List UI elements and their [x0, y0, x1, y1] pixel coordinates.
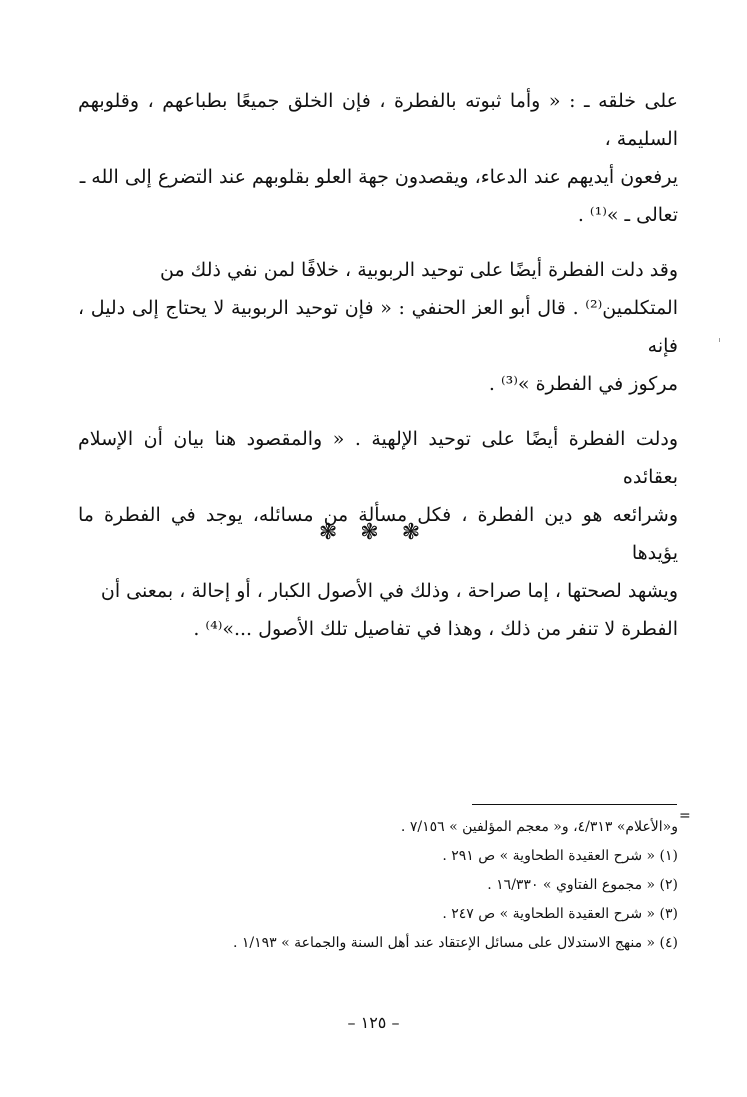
footnote-continuation-mark: = — [679, 808, 691, 824]
text-line: ويشهد لصحتها ، إما صراحة ، وذلك في الأصول الكبار ، أو إحالة ، بمعنى أن — [100, 580, 678, 602]
footnote: و«الأعلام» ٤/٣١٣، و« معجم المؤلفين » ٧/١٥٦ . — [400, 819, 678, 835]
footnotes — [140, 813, 678, 958]
text-line: المتكلمين⁽²⁾ . قال أبو العز الحنفي : « فإن توحيد الربوبية لا يحتاج إلى دليل ، فإنه — [78, 297, 678, 357]
footnote: (٢) « مجموع الفتاوي » ١٦/٣٣٠ . — [487, 877, 678, 893]
page-number: – ١٢٥ – — [347, 1013, 400, 1032]
margin-mark — [719, 338, 720, 342]
text-line: مركوز في الفطرة »⁽³⁾ . — [488, 373, 678, 395]
main-text — [78, 82, 678, 665]
text-line: وقد دلت الفطرة أيضًا على توحيد الربوبية ، خلافًا لمن نفي ذلك من — [160, 259, 678, 281]
paragraph-1 — [78, 82, 678, 234]
text-line: الفطرة لا تنفر من ذلك ، وهذا في تفاصيل تلك الأصول ...»⁽⁴⁾ . — [193, 618, 678, 640]
text-line: يرفعون أيديهم عند الدعاء، ويقصدون جهة العلو بقلوبهم عند التضرع إلى الله ـ — [79, 166, 678, 188]
footnote: (٣) « شرح العقيدة الطحاوية » ص ٢٤٧ . — [442, 906, 678, 922]
text-line: تعالى ـ »⁽¹⁾ . — [577, 204, 678, 226]
text-line: على خلقه ـ : « وأما ثبوته بالفطرة ، فإن الخلق جميعًا بطباعهم ، وقلوبهم السليمة ، — [78, 90, 678, 150]
section-separator: ❃ ❃ ❃ — [318, 520, 429, 545]
footnote: (٤) « منهج الاستدلال على مسائل الإعتقاد عند أهل السنة والجماعة » ١/١٩٣ . — [232, 935, 678, 951]
paragraph-2 — [78, 251, 678, 403]
text-line: وشرائعه هو دين الفطرة ، فكل مسألة من مسائله، يوجد في الفطرة ما يؤيدها — [78, 504, 678, 564]
text-line: ودلت الفطرة أيضًا على توحيد الإلهية . « والمقصود هنا بيان أن الإسلام بعقائده — [78, 428, 678, 488]
footnote: (١) « شرح العقيدة الطحاوية » ص ٢٩١ . — [442, 848, 678, 864]
footnote-divider — [472, 804, 677, 805]
